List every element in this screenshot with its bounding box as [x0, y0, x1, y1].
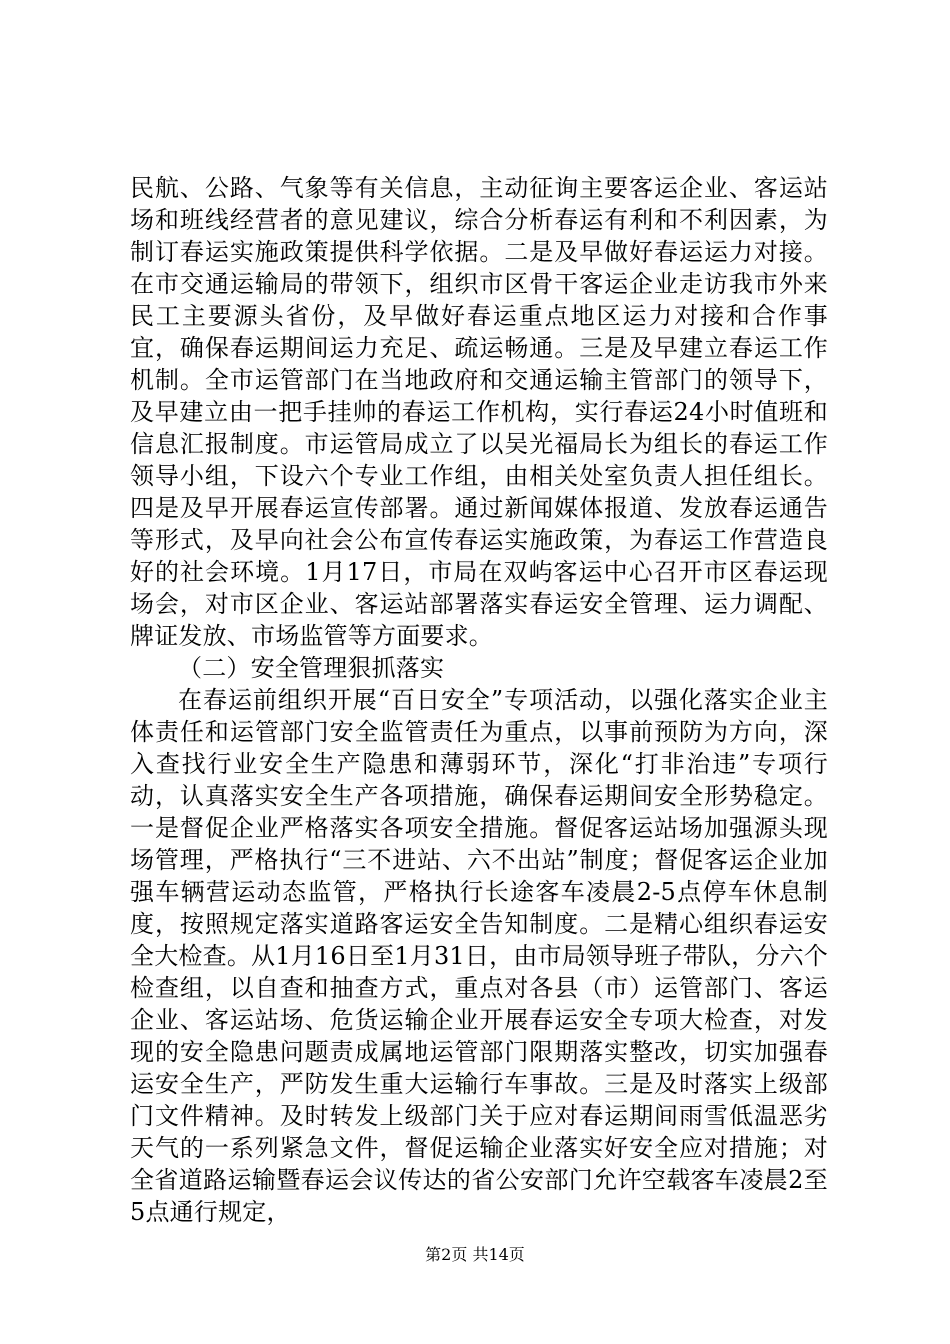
- paragraph-2: 在春运前组织开展“百日安全”专项活动，以强化落实企业主体责任和运管部门安全监管责任为重点，以事前预防为方向，深入查找行业安全生产隐患和薄弱环节，深化“打非治违”专项行动，认真落实安全生产各项措施，确保春运期间安全形势稳定。一是督促企业严格落实各项安全措施。督促客运站场加强源头现场管理，严格执行“三不进站、六不出站”制度；督促客运企业加强车辆营运动态监管，严格执行长途客车凌晨2-5点停车休息制度，按照规定落实道路客运安全告知制度。二是精心组织春运安全大检查。从1月16日至1月31日，由市局领导班子带队，分六个检查组，以自查和抽查方式，重点对各县（市）运管部门、客运企业、客运站场、危货运输企业开展春运安全专项大检查，对发现的安全隐患问题责成属地运管部门限期落实整改，切实加强春运安全生产，严防发生重大运输行车事故。三是及时落实上级部门文件精神。及时转发上级部门关于应对春运期间雨雪低温恶劣天气的一系列紧急文件，督促运输企业落实好安全应对措施；对全省道路运输暨春运会议传达的省公安部门允许空载客车凌晨2至5点通行规定，: [130, 686, 828, 1226]
- document-body: [130, 172, 828, 1228]
- paragraph-1: 民航、公路、气象等有关信息，主动征询主要客运企业、客运站场和班线经营者的意见建议，综合分析春运有利和不利因素，为制订春运实施政策提供科学依据。二是及早做好春运运力对接。在市交通运输局的带领下，组织市区骨干客运企业走访我市外来民工主要源头省份，及早做好春运重点地区运力对接和合作事宜，确保春运期间运力充足、疏运畅通。三是及早建立春运工作机制。全市运管部门在当地政府和交通运输主管部门的领导下，及早建立由一把手挂帅的春运工作机构，实行春运24小时值班和信息汇报制度。市运管局成立了以吴光福局长为组长的春运工作领导小组，下设六个专业工作组，由相关处室负责人担任组长。四是及早开展春运宣传部署。通过新闻媒体报道、发放春运通告等形式，及早向社会公布宣传春运实施政策，为春运工作营造良好的社会环境。1月17日，市局在双屿客运中心召开市区春运现场会，对市区企业、客运站部署落实春运安全管理、运力调配、牌证发放、市场监管等方面要求。: [130, 174, 828, 650]
- section-heading: （二）安全管理狠抓落实: [178, 654, 445, 682]
- page-footer: 第2页 共14页: [425, 1245, 525, 1264]
